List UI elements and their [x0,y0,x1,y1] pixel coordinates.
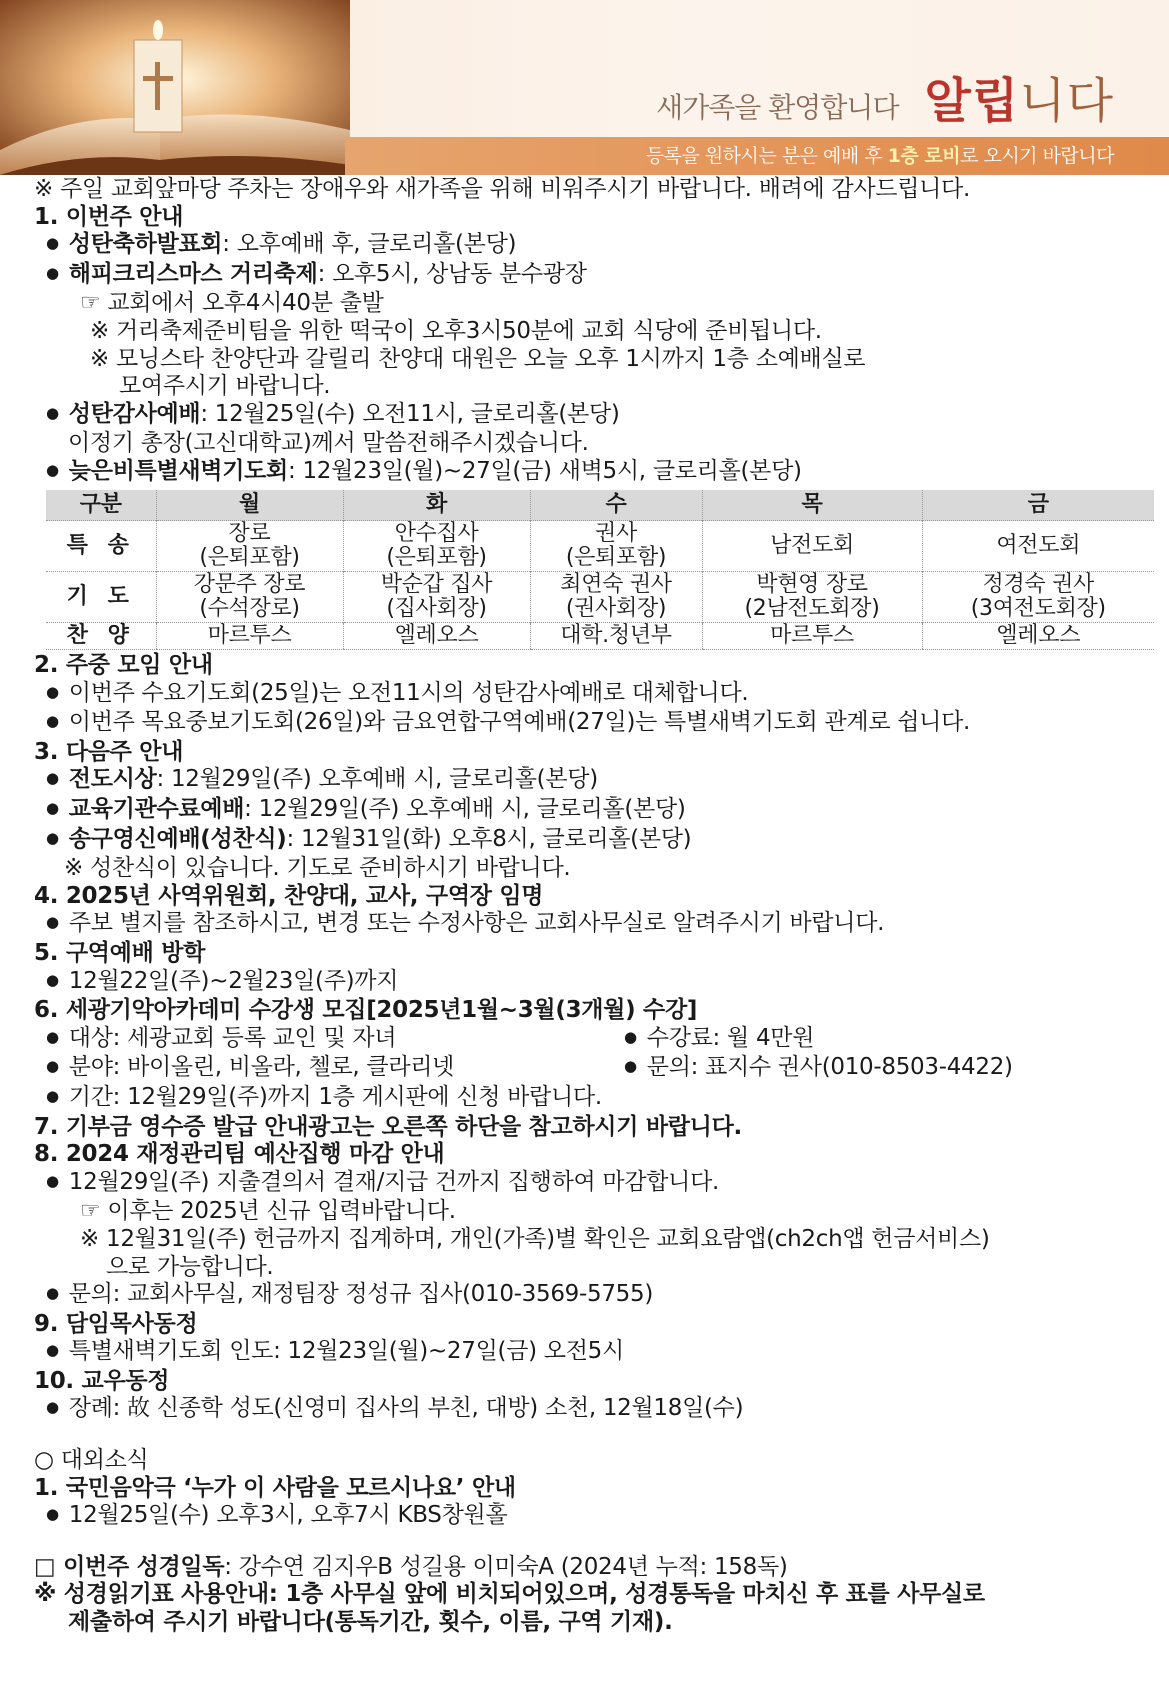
item-label: 교육기관수료예배 [68,796,245,822]
band-text-pre: 등록을 원하시는 분은 예배 후 [645,145,888,167]
list-item [34,231,1149,261]
bible-reading-names: : 강수연 김지우B 성길용 이미숙A (2024년 누적: 158독) [224,1553,788,1580]
table-cell: 남전도회 [702,521,922,572]
sub-item: 으로 가능합니다. [106,1253,274,1280]
bible-reading-line [34,1554,1149,1582]
list-item [34,261,1149,291]
list-item [34,458,1149,488]
band-text-post: 로 오시기 바랍니다 [960,145,1114,167]
table-cell: 마르투스 [156,623,343,650]
outside-news-item-title: 1. 국민음악극 ‘누가 이 사람을 모르시나요’ 안내 [34,1474,516,1501]
table-cell: 대학.청년부 [530,623,702,650]
item-label: 해피크리스마스 거리축제 [68,260,318,287]
item-text: : 오후5시, 상남동 분수광장 [317,260,587,287]
table-cell: 박순갑 집사 (집사회장) [343,572,530,623]
sub-item: ☞ 교회에서 오후4시40분 출발 [80,290,384,317]
table-cell: 정경숙 권사 (3여전도회장) [922,572,1154,623]
sub-item: ※ 12월31일(주) 헌금까지 집계하며, 개인(가족)별 확인은 교회요람앱(ch2ch앱 헌금서비스) [80,1225,990,1252]
list-item: ● 분야: 바이올린, 비올라, 첼로, 클라리넷 [34,1054,624,1084]
table-row [46,521,1154,572]
item-text: : 12월29일(주) 오후예배 시, 글로리홀(본당) [244,796,686,822]
table-cell: 권사 (은퇴포함) [530,521,702,572]
table-cell: 안수집사 (은퇴포함) [343,521,530,572]
header-banner [0,0,1169,175]
list-item: ● 12월25일(수) 오후3시, 오후7시 KBS창원홀 [34,1502,1149,1532]
item-text: : 12월25일(수) 오전11시, 글로리홀(본당) [200,400,620,427]
section-1-title: 1. 이번주 안내 [34,203,184,230]
section-8-title: 8. 2024 재정관리팀 예산집행 마감 안내 [34,1141,445,1168]
section-3-title: 3. 다음주 안내 [34,738,184,765]
bible-reading-note-cont: 제출하여 주시기 바랍니다(통독기간, 횟수, 이름, 구역 기재). [68,1609,673,1636]
table-cell: 박현영 장로 (2남전도회장) [702,572,922,623]
item-label: 성탄축하발표회 [68,231,223,258]
item-label: 송구영신예배(성찬식) [68,825,287,852]
list-item: ● 12월29일(주) 지출결의서 결재/지급 건까지 집행하여 마감합니다. [34,1169,1149,1199]
item-label: 성탄감사예배 [68,400,201,427]
section-10-title: 10. 교우동정 [34,1367,170,1394]
parking-notice: ※ 주일 교회앞마당 주차는 장애우와 새가족을 위해 비워주시기 바랍니다. 배려에 감사드립니다. [34,176,970,202]
sub-item: ☞ 이후는 2025년 신규 입력바랍니다. [80,1198,456,1225]
section-4-title: 4. 2025년 사역위원회, 찬양대, 교사, 구역장 임명 [34,882,544,909]
table-header-cell: 금 [922,490,1154,521]
bible-reading-label: □ 이번주 성경일독 [34,1553,225,1580]
item-text: : 오후예배 후, 글로리홀(본당) [222,231,517,258]
table-header-cell: 목 [702,490,922,521]
table-header-cell: 수 [530,490,702,521]
list-item: ● 주보 별지를 참조하시고, 변경 또는 수정사항은 교회사무실로 알려주시기 바랍니다. [34,910,1149,940]
section-5-title: 5. 구역예배 방학 [34,939,206,966]
list-item: ● 문의: 표지수 권사(010-8503-4422) [624,1054,1013,1084]
list-row [34,1054,1149,1084]
table-header-row [46,490,1154,521]
item-label: 전도시상 [68,766,157,793]
table-cell: 장로 (은퇴포함) [156,521,343,572]
table-row [46,623,1154,650]
item-label: 늦은비특별새벽기도회 [68,457,288,484]
spacer [34,1532,1149,1554]
table-header-cell: 월 [156,490,343,521]
page-title-part-b: 니다 [1019,73,1114,129]
table-cell: 최연숙 권사 (권사회장) [530,572,702,623]
row-header-cell: 특 송 [46,521,156,572]
list-item [34,826,1149,856]
section-9-title: 9. 담임목사동정 [34,1310,198,1337]
page-title-part-a: 알립 [924,73,1020,129]
spacer [34,1425,1149,1447]
item-text: : 12월29일(주) 오후예배 시, 글로리홀(본당) [156,766,598,793]
section-6-title: 6. 세광기악아카데미 수강생 모집[2025년1월~3월(3개월) 수강] [34,997,698,1024]
list-item [34,796,1149,826]
table-cell: 마르투스 [702,623,922,650]
list-item [34,766,1149,796]
sub-item: ※ 거리축제준비팀을 위한 떡국이 오후3시50분에 교회 식당에 준비됩니다. [90,317,822,344]
list-item: ● 12월22일(주)~2월23일(주)까지 [34,968,1149,998]
section-7-title: 7. 기부금 영수증 발급 안내광고는 오른쪽 하단을 참고하시기 바랍니다. [34,1113,742,1140]
sub-item: 모여주시기 바랍니다. [119,373,331,400]
item-text: : 12월23일(월)~27일(금) 새벽5시, 글로리홀(본당) [287,457,802,484]
table-header-cell: 구분 [46,490,156,521]
welcome-subtitle: 새가족을 환영합니다 [656,91,899,124]
list-item: ● 특별새벽기도회 인도: 12월23일(월)~27일(금) 오전5시 [34,1338,1149,1368]
table-cell: 엘레오스 [922,623,1154,650]
sub-item: ※ 성찬식이 있습니다. 기도로 준비하시기 바랍니다. [64,855,571,882]
bible-reading-note: ※ 성경읽기표 사용안내: 1층 사무실 앞에 비치되어있으며, 성경통독을 마치신 후 표를 사무실로 [34,1581,985,1608]
row-header-cell: 기 도 [46,572,156,623]
registration-band [345,137,1169,175]
list-item: ● 대상: 세광교회 등록 교인 및 자녀 [34,1025,624,1055]
list-item: ● 기간: 12월29일(주)까지 1층 게시판에 신청 바랍니다. [34,1084,1149,1114]
table-cell: 여전도회 [922,521,1154,572]
table-header-cell: 화 [343,490,530,521]
page-title [925,62,1115,131]
section-2-title: 2. 주중 모임 안내 [34,652,213,679]
row-header-cell: 찬 양 [46,623,156,650]
header-title-area [656,62,1114,131]
list-item: ● 이번주 목요중보기도회(26일)와 금요연합구역예배(27일)는 특별새벽기도회 관계로 쉽니다. [34,709,1149,739]
band-text-bold: 1층 로비 [887,145,961,167]
list-item: ● 이번주 수요기도회(25일)는 오전11시의 성탄감사예배로 대체합니다. [34,680,1149,710]
table-cell: 엘레오스 [343,623,530,650]
list-row [34,1025,1149,1055]
list-item: ● 수강료: 월 4만원 [624,1025,814,1055]
announcement-content [34,176,1149,1637]
table-cell: 강문주 장로 (수석장로) [156,572,343,623]
dawn-prayer-schedule-table [46,490,1154,651]
sub-item: 이정기 총장(고신대학교)께서 말씀전해주시겠습니다. [68,430,589,457]
list-item: ● 장례: 故 신종학 성도(신영미 집사의 부친, 대방) 소천, 12월18일(수) [34,1395,1149,1425]
open-bible-candle-icon [0,0,350,175]
list-item [34,401,1149,431]
item-text: : 12월31일(화) 오후8시, 글로리홀(본당) [286,825,692,852]
table-row [46,572,1154,623]
sub-item: ※ 모닝스타 찬양단과 갈릴리 찬양대 대원은 오늘 오후 1시까지 1층 소예배실로 [90,345,866,372]
outside-news-title: ○ 대외소식 [34,1447,149,1474]
list-item: ● 문의: 교회사무실, 재정팀장 정성규 집사(010-3569-5755) [34,1281,1149,1311]
